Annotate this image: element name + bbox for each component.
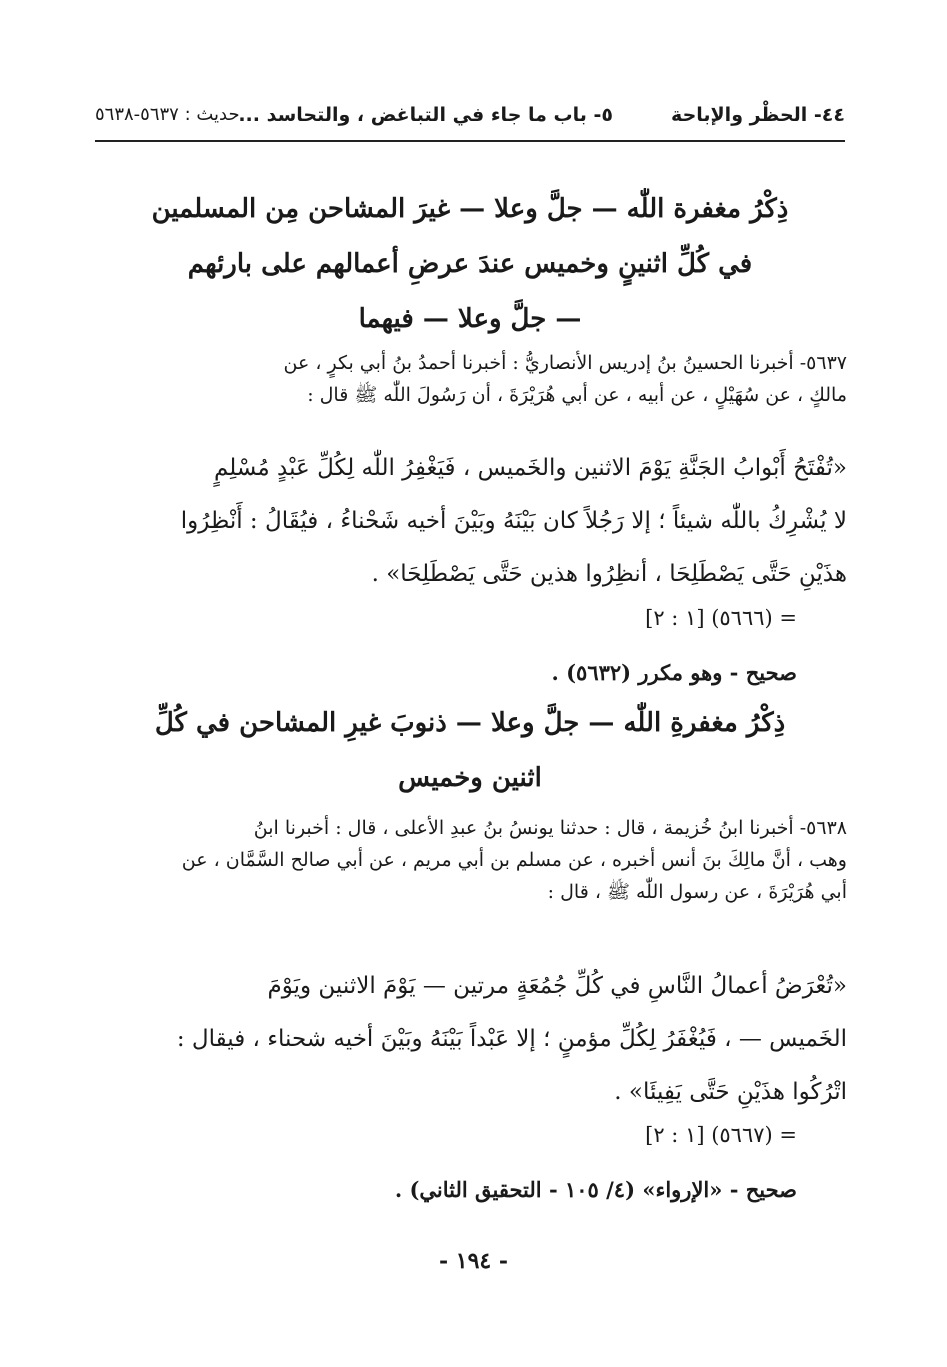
isnad-line: وهب ، أنَّ مالِكَ بنَ أنس أخبره ، عن مسلم بن أبي مريم ، عن أبي صالح السَّمَّان ، عن	[181, 849, 847, 871]
section1-grade: صحيح - وهو مكرر (٥٦٣٢) .	[551, 660, 797, 685]
heading-line: — جلَّ وعلا — فيهما	[358, 304, 582, 334]
section-title: ٥- باب ما جاء في التباغض ، والتحاسد ...	[238, 104, 613, 126]
matn-line: لا يُشْرِكُ باللّٰه شيئاً ؛ إلا رَجُلاً كان بَيْنَهُ وبَيْنَ أخيه شَحْناءُ ، فيُقَالُ : أَنْظِرُوا	[180, 508, 847, 534]
isnad-line: ٥٦٣٧- أخبرنا الحسينُ بنُ إدريس الأنصاريُّ : أخبرنا أحمدُ بنُ أبي بكرٍ ، عن	[283, 352, 847, 374]
section2-matn	[95, 960, 847, 1119]
section2-grade: صحيح - «الإرواء» (٤/ ١٠٥ - التحقيق الثاني) .	[394, 1177, 797, 1202]
section1-reference: = (٥٦٦٦) [١ : ٢]	[645, 606, 797, 630]
hadith-range: حديث : ٥٦٣٧-٥٦٣٨	[95, 104, 240, 125]
isnad-line: ٥٦٣٨- أخبرنا ابنُ خُزيمة ، قال : حدثنا يونسُ بنُ عبدِ الأعلى ، قال : أخبرنا ابنُ	[253, 817, 847, 839]
heading-line: ذِكْرُ مغفرة اللّٰه — جلَّ وعلا — غيرَ المشاحن مِن المسلمين	[151, 194, 789, 224]
matn-line: الخَميس — ، فَيُغْفَرُ لِكُلِّ مؤمنٍ ؛ إلا عَبْداً بَيْنَهُ وبَيْنَ أخيه شحناء ، فيقال :	[176, 1026, 847, 1052]
matn-line: هذَيْنِ حَتَّى يَصْطَلِحَا ، أنظِرُوا هذين حَتَّى يَصْطَلِحَا» .	[371, 561, 847, 587]
matn-line: «تُعْرَضُ أعمالُ النَّاسِ في كُلِّ جُمُعَةٍ مرتين — يَوْمَ الاثنين ويَوْمَ	[267, 973, 847, 999]
heading-line: في كُلِّ اثنينٍ وخميس عندَ عرضِ أعمالهم على بارئهم	[187, 249, 753, 279]
heading-line: ذِكْرُ مغفرةِ اللّٰه — جلَّ وعلا — ذنوبَ غيرِ المشاحن في كُلِّ	[154, 708, 786, 738]
running-header	[95, 100, 845, 132]
section1-matn	[95, 442, 847, 601]
isnad-line: أبي هُرَيْرَةَ ، عن رسول اللّٰه ﷺ ، قال :	[547, 881, 847, 903]
section2-heading	[150, 696, 790, 806]
section2-isnad	[95, 812, 847, 908]
section2-reference: = (٥٦٦٧) [١ : ٢]	[645, 1123, 797, 1147]
chapter-title: ٤٤- الحظْر والإباحة	[671, 104, 845, 126]
isnad-line: مالكٍ ، عن سُهَيْلٍ ، عن أبيه ، عن أبي هُرَيْرَةَ ، أن رَسُولَ اللّٰه ﷺ قال :	[307, 384, 847, 406]
header-rule	[95, 140, 845, 142]
matn-line: اتْرُكُوا هذَيْنِ حَتَّى يَفِيئَا» .	[614, 1079, 847, 1105]
section1-isnad	[95, 347, 847, 411]
heading-line: اثنين وخميس	[398, 763, 542, 793]
section1-heading	[150, 182, 790, 347]
matn-line: «تُفْتَحُ أَبْوابُ الجَنَّةِ يَوْمَ الاثنين والخَميس ، فَيَغْفِرُ اللّٰه لِكُلِّ عَبْدٍ مُسْلِمٍ	[213, 455, 847, 481]
page-number: - ١٩٤ -	[438, 1248, 509, 1274]
